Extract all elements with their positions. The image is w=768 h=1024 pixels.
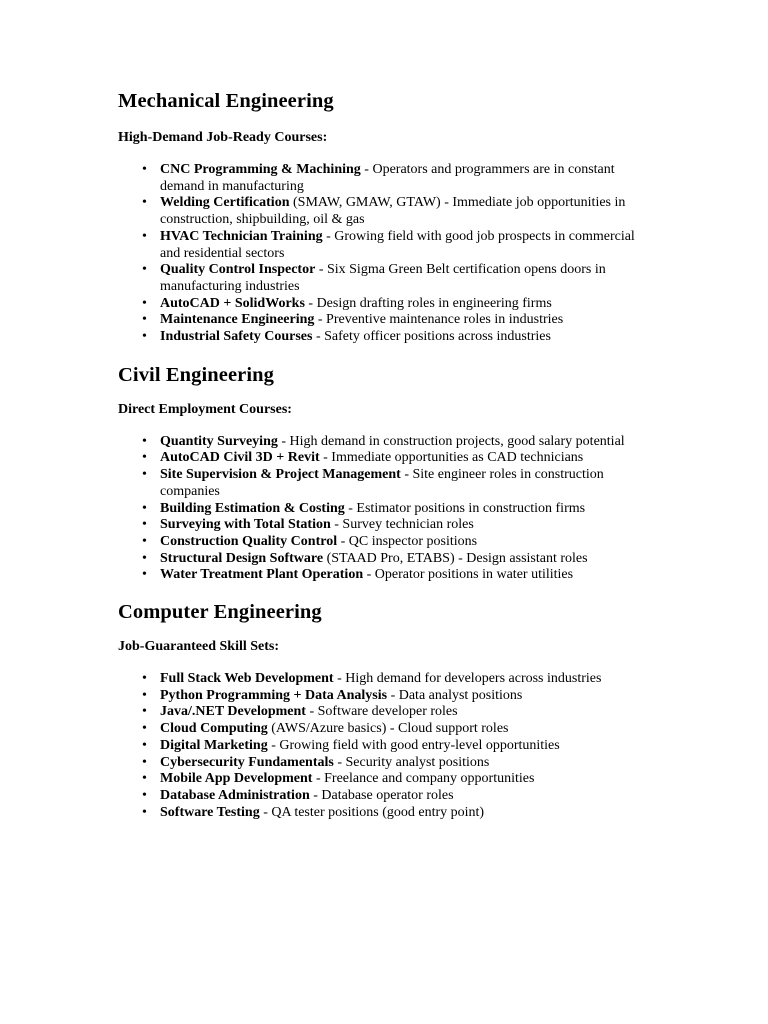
- course-name: Software Testing: [160, 804, 260, 820]
- course-name: Industrial Safety Courses: [160, 329, 313, 345]
- course-name: AutoCAD + SolidWorks: [160, 295, 305, 311]
- bullet-icon: •: [142, 533, 147, 549]
- list-item: [118, 688, 656, 705]
- course-name: Surveying with Total Station: [160, 517, 331, 533]
- course-name: Quality Control Inspector: [160, 262, 316, 278]
- bullet-icon: •: [142, 450, 147, 466]
- list-item: [118, 195, 656, 228]
- bullet-icon: •: [142, 329, 147, 345]
- course-description: - High demand in construction projects, good salary potential: [277, 433, 625, 449]
- bullet-icon: •: [142, 262, 147, 278]
- course-description: - Growing field with good entry-level opportunities: [267, 737, 560, 753]
- bullet-icon: •: [142, 787, 147, 803]
- list-item: [118, 788, 656, 805]
- list-item: [118, 738, 656, 755]
- course-list: [118, 671, 656, 821]
- course-description: - QC inspector positions: [337, 533, 478, 549]
- section-computer-engineering: [118, 599, 656, 821]
- list-item: [118, 262, 656, 295]
- list-item: [118, 551, 656, 568]
- course-description: - Immediate opportunities as CAD technicians: [319, 450, 584, 466]
- list-item: [118, 450, 656, 467]
- course-name: Site Supervision & Project Management: [160, 467, 401, 483]
- list-item: [118, 517, 656, 534]
- bullet-icon: •: [142, 500, 147, 516]
- course-description: - Survey technician roles: [330, 517, 474, 533]
- list-item: [118, 771, 656, 788]
- course-description: (SMAW, GMAW, GTAW) - Immediate job opportunities in construction, shipbuilding, oil & gas: [160, 195, 626, 228]
- bullet-icon: •: [142, 195, 147, 211]
- section-subheading: Direct Employment Courses:: [118, 401, 292, 417]
- list-item: [118, 671, 656, 688]
- bullet-icon: •: [142, 771, 147, 787]
- course-name: Database Administration: [160, 787, 310, 803]
- list-item: [118, 501, 656, 518]
- list-item: [118, 229, 656, 262]
- section-civil-engineering: [118, 362, 656, 584]
- course-description: - Operators and programmers are in constant demand in manufacturing: [160, 162, 615, 194]
- course-name: Cloud Computing: [160, 721, 268, 737]
- section-mechanical-engineering: [118, 88, 656, 346]
- course-name: AutoCAD Civil 3D + Revit: [160, 450, 320, 466]
- bullet-icon: •: [142, 737, 147, 753]
- list-item: [118, 312, 656, 329]
- course-name: Digital Marketing: [160, 737, 268, 753]
- list-item: [118, 296, 656, 313]
- section-subheading: Job-Guaranteed Skill Sets:: [118, 639, 280, 655]
- bullet-icon: •: [142, 228, 147, 244]
- course-description: - QA tester positions (good entry point): [259, 804, 485, 820]
- list-item: [118, 721, 656, 738]
- section-title: Computer Engineering: [118, 601, 322, 624]
- bullet-icon: •: [142, 754, 147, 770]
- list-item: [118, 704, 656, 721]
- course-description: - High demand for developers across industries: [333, 671, 602, 687]
- course-list: [118, 162, 656, 346]
- list-item: [118, 329, 656, 346]
- bullet-icon: •: [142, 295, 147, 311]
- bullet-icon: •: [142, 687, 147, 703]
- bullet-icon: •: [142, 804, 147, 820]
- course-description: - Software developer roles: [305, 704, 458, 720]
- bullet-icon: •: [142, 433, 147, 449]
- list-item: [118, 534, 656, 551]
- course-description: - Growing field with good job prospects in commercial and residential sectors: [160, 228, 635, 261]
- section-title: Mechanical Engineering: [118, 90, 334, 112]
- course-description: - Database operator roles: [309, 787, 454, 803]
- course-description: - Preventive maintenance roles in industries: [314, 312, 564, 328]
- bullet-icon: •: [142, 671, 147, 687]
- list-item: [118, 162, 656, 195]
- course-name: Quantity Surveying: [160, 433, 278, 449]
- course-name: HVAC Technician Training: [160, 228, 323, 244]
- course-name: Python Programming + Data Analysis: [160, 687, 388, 703]
- course-name: Java/.NET Development: [160, 704, 306, 720]
- course-name: Cybersecurity Fundamentals: [160, 754, 334, 770]
- course-description: (STAAD Pro, ETABS) - Design assistant roles: [323, 550, 588, 566]
- bullet-icon: •: [142, 567, 147, 583]
- course-name: Mobile App Development: [160, 771, 313, 787]
- course-name: Structural Design Software: [160, 550, 324, 566]
- course-name: Building Estimation & Costing: [160, 500, 345, 516]
- bullet-icon: •: [142, 517, 147, 533]
- course-description: - Safety officer positions across industries: [312, 329, 551, 345]
- course-name: Full Stack Web Development: [160, 671, 334, 687]
- course-description: - Site engineer roles in construction companies: [160, 467, 604, 499]
- course-description: - Data analyst positions: [387, 687, 523, 703]
- list-item: [118, 805, 656, 822]
- bullet-icon: •: [142, 312, 147, 328]
- course-description: - Operator positions in water utilities: [363, 567, 574, 583]
- course-list: [118, 434, 656, 584]
- bullet-icon: •: [142, 550, 147, 566]
- course-name: Maintenance Engineering: [160, 312, 315, 328]
- course-name: Water Treatment Plant Operation: [160, 567, 364, 583]
- section-title: Civil Engineering: [118, 363, 275, 386]
- course-description: - Design drafting roles in engineering firms: [304, 295, 552, 311]
- bullet-icon: •: [142, 162, 147, 177]
- course-description: (AWS/Azure basics) - Cloud support roles: [267, 721, 509, 737]
- course-name: CNC Programming & Machining: [160, 162, 361, 177]
- list-item: [118, 755, 656, 772]
- list-item: [118, 467, 656, 500]
- course-name: Welding Certification: [160, 195, 290, 211]
- course-name: Construction Quality Control: [160, 533, 338, 549]
- list-item: [118, 434, 656, 451]
- bullet-icon: •: [142, 467, 147, 483]
- section-subheading: High-Demand Job-Ready Courses:: [118, 130, 328, 145]
- list-item: [118, 567, 656, 584]
- bullet-icon: •: [142, 704, 147, 720]
- course-description: - Estimator positions in construction firms: [344, 500, 586, 516]
- course-description: - Security analyst positions: [333, 754, 490, 770]
- course-description: - Freelance and company opportunities: [312, 771, 535, 787]
- course-description: - Six Sigma Green Belt certification opens doors in manufacturing industries: [160, 262, 606, 294]
- bullet-icon: •: [142, 721, 147, 737]
